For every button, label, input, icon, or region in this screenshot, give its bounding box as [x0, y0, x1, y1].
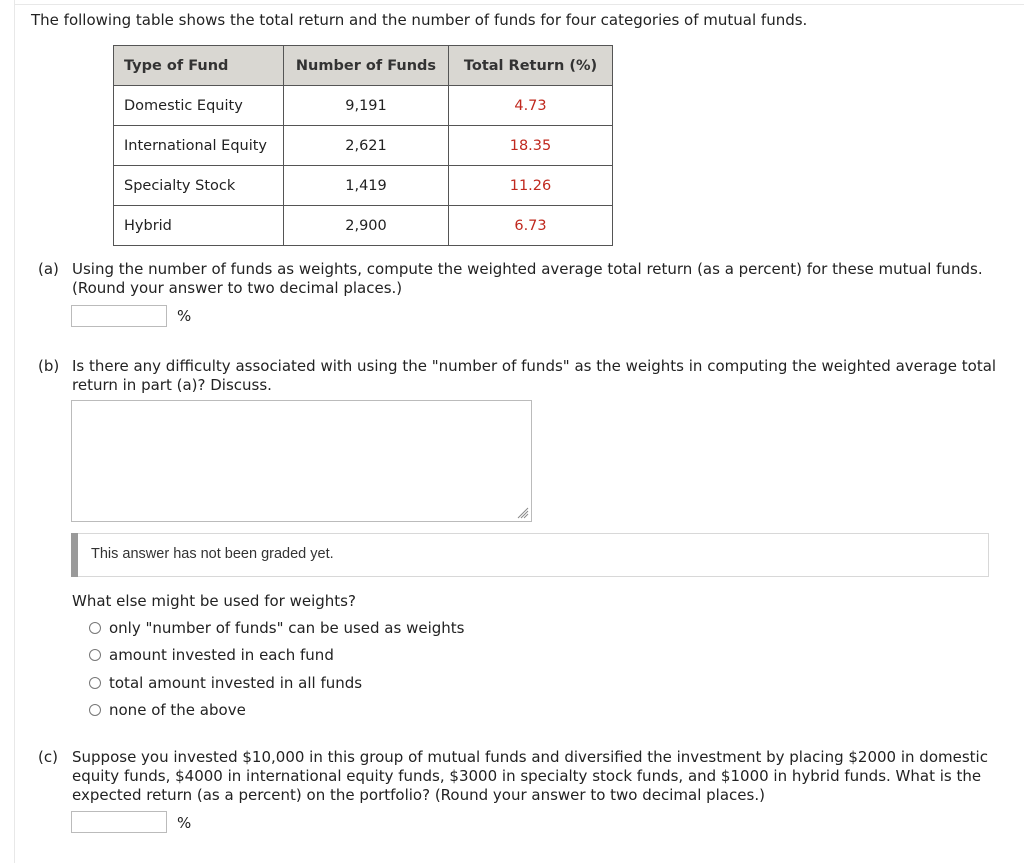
part-b-discussion-textarea[interactable] — [71, 400, 532, 522]
fund-type-cell: International Equity — [114, 126, 284, 166]
fund-count-cell: 2,621 — [284, 126, 449, 166]
option-label: none of the above — [109, 701, 246, 719]
table-row — [114, 86, 613, 126]
header-number-of-funds: Number of Funds — [284, 46, 449, 86]
part-a-text-line2: (Round your answer to two decimal places.) — [72, 279, 403, 297]
part-c-answer-input[interactable] — [71, 811, 167, 833]
fund-return-cell: 18.35 — [449, 126, 613, 166]
resize-handle-icon[interactable] — [515, 505, 529, 519]
header-total-return: Total Return (%) — [449, 46, 613, 86]
grading-status-box — [71, 533, 989, 577]
fund-return-cell: 11.26 — [449, 166, 613, 206]
part-c-unit: % — [177, 814, 192, 832]
weights-option[interactable] — [89, 674, 362, 692]
weights-question: What else might be used for weights? — [72, 592, 356, 610]
fund-type-cell: Hybrid — [114, 206, 284, 246]
intro-text: The following table shows the total return and the number of funds for four categories of mutual funds. — [31, 11, 808, 29]
part-a-text-line1: Using the number of funds as weights, compute the weighted average total return (as a percent) for these mutual funds. — [72, 260, 983, 278]
table-header-row — [114, 46, 613, 86]
fund-count-cell: 9,191 — [284, 86, 449, 126]
fund-return-cell: 6.73 — [449, 206, 613, 246]
radio-button[interactable] — [89, 677, 101, 689]
part-a-unit: % — [177, 307, 192, 325]
header-type-of-fund: Type of Fund — [114, 46, 284, 86]
fund-return-cell: 4.73 — [449, 86, 613, 126]
part-c-text-line1: Suppose you invested $10,000 in this group of mutual funds and diversified the investment by placing $2000 in domestic — [72, 748, 988, 766]
table-row — [114, 206, 613, 246]
part-b-label: (b) — [38, 357, 60, 375]
part-a-label: (a) — [38, 260, 59, 278]
table-row — [114, 126, 613, 166]
part-b-text-line2: return in part (a)? Discuss. — [72, 376, 272, 394]
weights-option[interactable] — [89, 619, 464, 637]
fund-count-cell: 2,900 — [284, 206, 449, 246]
fund-type-cell: Domestic Equity — [114, 86, 284, 126]
weights-option[interactable] — [89, 701, 246, 719]
fund-count-cell: 1,419 — [284, 166, 449, 206]
content-frame-top — [14, 4, 1024, 5]
status-accent-bar — [71, 533, 78, 577]
option-label: amount invested in each fund — [109, 646, 334, 664]
part-c-label: (c) — [38, 748, 58, 766]
fund-type-cell: Specialty Stock — [114, 166, 284, 206]
funds-table — [113, 45, 613, 246]
content-frame-left — [14, 0, 15, 863]
part-a-answer-input[interactable] — [71, 305, 167, 327]
radio-button[interactable] — [89, 649, 101, 661]
option-label: only "number of funds" can be used as weights — [109, 619, 465, 637]
weights-option[interactable] — [89, 646, 334, 664]
part-c-text-line3: expected return (as a percent) on the portfolio? (Round your answer to two decimal places.) — [72, 786, 765, 804]
table-row — [114, 166, 613, 206]
radio-button[interactable] — [89, 622, 101, 634]
part-b-text-line1: Is there any difficulty associated with using the "number of funds" as the weights in computing the weighted average total — [72, 357, 997, 375]
grading-status-text: This answer has not been graded yet. — [91, 546, 334, 562]
option-label: total amount invested in all funds — [109, 674, 363, 692]
part-c-text-line2: equity funds, $4000 in international equity funds, $3000 in specialty stock funds, and $1000 in hybrid funds. What is the — [72, 767, 982, 785]
radio-button[interactable] — [89, 704, 101, 716]
